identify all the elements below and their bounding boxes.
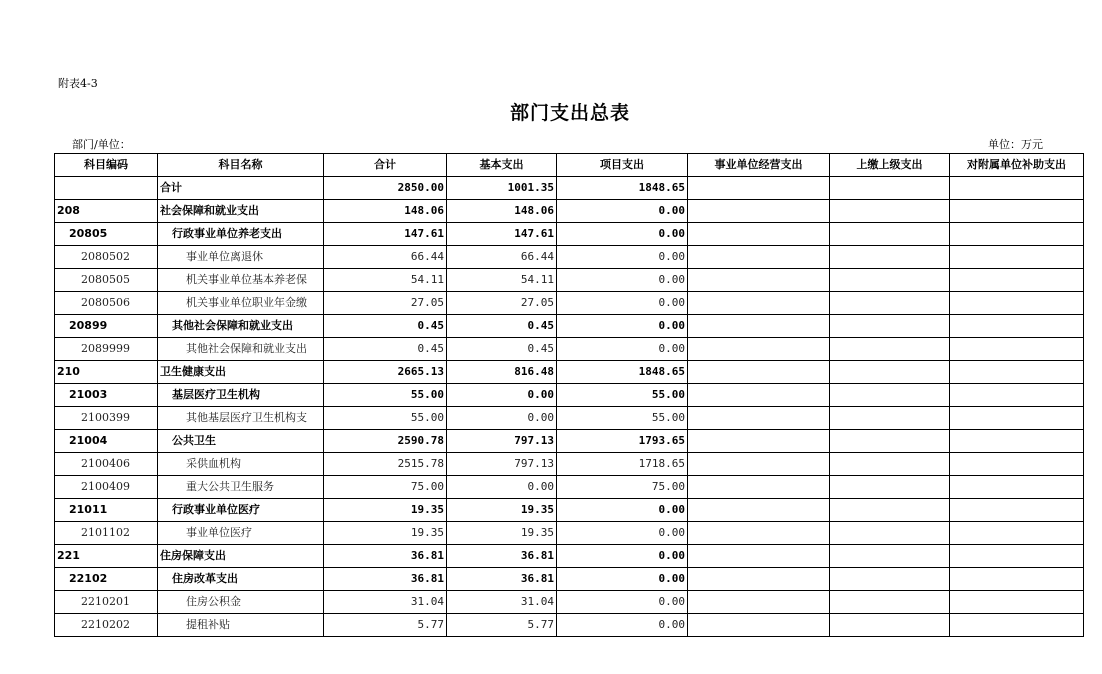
cell-code: 21004 — [55, 430, 158, 453]
cell-total: 2665.13 — [324, 361, 447, 384]
header-upper: 上缴上级支出 — [830, 154, 950, 177]
table-row — [55, 177, 1084, 200]
cell-subsidy — [950, 292, 1084, 315]
cell-total: 5.77 — [324, 614, 447, 637]
cell-business — [688, 177, 830, 200]
cell-upper — [830, 568, 950, 591]
cell-business — [688, 292, 830, 315]
cell-project: 55.00 — [557, 384, 688, 407]
cell-total: 55.00 — [324, 407, 447, 430]
cell-total: 147.61 — [324, 223, 447, 246]
cell-business — [688, 476, 830, 499]
cell-name: 住房公积金 — [158, 591, 324, 614]
cell-business — [688, 384, 830, 407]
page-title: 部门支出总表 — [509, 102, 630, 124]
cell-upper — [830, 407, 950, 430]
table-row — [55, 246, 1084, 269]
cell-upper — [830, 614, 950, 637]
cell-upper — [830, 292, 950, 315]
table-row — [55, 200, 1084, 223]
cell-subsidy — [950, 269, 1084, 292]
cell-total: 0.45 — [324, 315, 447, 338]
cell-code: 21003 — [55, 384, 158, 407]
unit-label: 单位：万元 — [988, 138, 1043, 151]
cell-code: 21011 — [55, 499, 158, 522]
cell-subsidy — [950, 361, 1084, 384]
cell-project: 1848.65 — [557, 361, 688, 384]
cell-code: 2210201 — [55, 591, 158, 614]
cell-basic: 816.48 — [447, 361, 557, 384]
cell-total: 19.35 — [324, 499, 447, 522]
cell-total: 27.05 — [324, 292, 447, 315]
cell-project: 1793.65 — [557, 430, 688, 453]
cell-subsidy — [950, 384, 1084, 407]
cell-business — [688, 338, 830, 361]
cell-basic: 36.81 — [447, 545, 557, 568]
cell-code: 221 — [55, 545, 158, 568]
cell-upper — [830, 499, 950, 522]
cell-name: 卫生健康支出 — [158, 361, 324, 384]
cell-business — [688, 269, 830, 292]
cell-basic: 797.13 — [447, 453, 557, 476]
cell-business — [688, 407, 830, 430]
cell-business — [688, 614, 830, 637]
table-row — [55, 338, 1084, 361]
header-basic: 基本支出 — [447, 154, 557, 177]
cell-upper — [830, 453, 950, 476]
cell-business — [688, 246, 830, 269]
table-row — [55, 545, 1084, 568]
cell-name: 事业单位医疗 — [158, 522, 324, 545]
cell-basic: 148.06 — [447, 200, 557, 223]
cell-subsidy — [950, 407, 1084, 430]
table-row — [55, 361, 1084, 384]
cell-name: 提租补贴 — [158, 614, 324, 637]
cell-total: 148.06 — [324, 200, 447, 223]
cell-basic: 147.61 — [447, 223, 557, 246]
cell-project: 55.00 — [557, 407, 688, 430]
table-row — [55, 476, 1084, 499]
expenditure-table — [54, 153, 1084, 637]
cell-business — [688, 568, 830, 591]
cell-subsidy — [950, 591, 1084, 614]
cell-basic: 31.04 — [447, 591, 557, 614]
cell-subsidy — [950, 430, 1084, 453]
department-label: 部门/单位： — [72, 138, 131, 151]
cell-name: 合计 — [158, 177, 324, 200]
cell-name: 其他基层医疗卫生机构支 — [158, 407, 324, 430]
header-business: 事业单位经营支出 — [688, 154, 830, 177]
cell-code: 208 — [55, 200, 158, 223]
cell-project: 1848.65 — [557, 177, 688, 200]
cell-project: 0.00 — [557, 522, 688, 545]
cell-basic: 0.00 — [447, 384, 557, 407]
cell-basic: 36.81 — [447, 568, 557, 591]
cell-name: 行政事业单位医疗 — [158, 499, 324, 522]
header-total: 合计 — [324, 154, 447, 177]
cell-total: 36.81 — [324, 568, 447, 591]
cell-upper — [830, 430, 950, 453]
table-row — [55, 522, 1084, 545]
cell-code: 20899 — [55, 315, 158, 338]
cell-business — [688, 522, 830, 545]
cell-business — [688, 315, 830, 338]
cell-project: 0.00 — [557, 591, 688, 614]
cell-name: 采供血机构 — [158, 453, 324, 476]
cell-subsidy — [950, 499, 1084, 522]
table-row — [55, 292, 1084, 315]
cell-total: 2515.78 — [324, 453, 447, 476]
cell-basic: 0.45 — [447, 315, 557, 338]
appendix-label: 附表4-3 — [58, 77, 98, 90]
cell-business — [688, 223, 830, 246]
header-project: 项目支出 — [557, 154, 688, 177]
table-row — [55, 407, 1084, 430]
cell-business — [688, 591, 830, 614]
cell-subsidy — [950, 315, 1084, 338]
cell-code: 2100409 — [55, 476, 158, 499]
cell-name: 住房保障支出 — [158, 545, 324, 568]
header-subsidy: 对附属单位补助支出 — [950, 154, 1084, 177]
cell-basic: 1001.35 — [447, 177, 557, 200]
cell-total: 0.45 — [324, 338, 447, 361]
cell-basic: 66.44 — [447, 246, 557, 269]
cell-total: 75.00 — [324, 476, 447, 499]
cell-project: 0.00 — [557, 499, 688, 522]
cell-project: 0.00 — [557, 545, 688, 568]
cell-subsidy — [950, 545, 1084, 568]
cell-basic: 5.77 — [447, 614, 557, 637]
cell-upper — [830, 476, 950, 499]
cell-basic: 797.13 — [447, 430, 557, 453]
cell-project: 0.00 — [557, 614, 688, 637]
table-row — [55, 223, 1084, 246]
cell-total: 66.44 — [324, 246, 447, 269]
cell-upper — [830, 338, 950, 361]
cell-basic: 0.45 — [447, 338, 557, 361]
cell-code: 2089999 — [55, 338, 158, 361]
cell-code: 2101102 — [55, 522, 158, 545]
cell-subsidy — [950, 522, 1084, 545]
cell-total: 31.04 — [324, 591, 447, 614]
cell-name: 事业单位离退休 — [158, 246, 324, 269]
cell-name: 行政事业单位养老支出 — [158, 223, 324, 246]
cell-upper — [830, 269, 950, 292]
cell-total: 55.00 — [324, 384, 447, 407]
table-row — [55, 315, 1084, 338]
cell-subsidy — [950, 453, 1084, 476]
cell-project: 0.00 — [557, 269, 688, 292]
cell-name: 公共卫生 — [158, 430, 324, 453]
cell-total: 2850.00 — [324, 177, 447, 200]
cell-upper — [830, 223, 950, 246]
cell-total: 54.11 — [324, 269, 447, 292]
cell-business — [688, 453, 830, 476]
cell-subsidy — [950, 200, 1084, 223]
cell-subsidy — [950, 476, 1084, 499]
table-row — [55, 430, 1084, 453]
cell-name: 基层医疗卫生机构 — [158, 384, 324, 407]
cell-project: 0.00 — [557, 246, 688, 269]
cell-name: 社会保障和就业支出 — [158, 200, 324, 223]
cell-total: 19.35 — [324, 522, 447, 545]
table-row — [55, 453, 1084, 476]
cell-total: 2590.78 — [324, 430, 447, 453]
cell-code: 22102 — [55, 568, 158, 591]
cell-code: 2080505 — [55, 269, 158, 292]
cell-basic: 54.11 — [447, 269, 557, 292]
cell-subsidy — [950, 246, 1084, 269]
cell-project: 0.00 — [557, 568, 688, 591]
cell-business — [688, 430, 830, 453]
cell-code: 2080502 — [55, 246, 158, 269]
table-row — [55, 499, 1084, 522]
cell-upper — [830, 545, 950, 568]
table-header-row — [55, 154, 1084, 177]
cell-code: 2210202 — [55, 614, 158, 637]
table-row — [55, 568, 1084, 591]
cell-code: 2080506 — [55, 292, 158, 315]
cell-basic: 27.05 — [447, 292, 557, 315]
cell-business — [688, 499, 830, 522]
cell-upper — [830, 361, 950, 384]
table-body — [55, 177, 1084, 637]
cell-business — [688, 361, 830, 384]
cell-project: 1718.65 — [557, 453, 688, 476]
cell-name: 其他社会保障和就业支出 — [158, 338, 324, 361]
cell-project: 75.00 — [557, 476, 688, 499]
cell-upper — [830, 522, 950, 545]
cell-project: 0.00 — [557, 223, 688, 246]
table-row — [55, 384, 1084, 407]
table-row — [55, 591, 1084, 614]
header-name: 科目名称 — [158, 154, 324, 177]
cell-basic: 0.00 — [447, 407, 557, 430]
table-row — [55, 269, 1084, 292]
cell-subsidy — [950, 177, 1084, 200]
cell-name: 重大公共卫生服务 — [158, 476, 324, 499]
cell-name: 机关事业单位职业年金缴 — [158, 292, 324, 315]
cell-code: 210 — [55, 361, 158, 384]
cell-subsidy — [950, 223, 1084, 246]
cell-business — [688, 545, 830, 568]
cell-code — [55, 177, 158, 200]
cell-business — [688, 200, 830, 223]
cell-upper — [830, 315, 950, 338]
cell-basic: 19.35 — [447, 522, 557, 545]
cell-total: 36.81 — [324, 545, 447, 568]
header-code: 科目编码 — [55, 154, 158, 177]
cell-name: 机关事业单位基本养老保 — [158, 269, 324, 292]
cell-code: 2100406 — [55, 453, 158, 476]
cell-project: 0.00 — [557, 200, 688, 223]
cell-code: 2100399 — [55, 407, 158, 430]
cell-subsidy — [950, 614, 1084, 637]
cell-upper — [830, 200, 950, 223]
cell-upper — [830, 246, 950, 269]
cell-project: 0.00 — [557, 292, 688, 315]
cell-project: 0.00 — [557, 338, 688, 361]
cell-basic: 0.00 — [447, 476, 557, 499]
cell-upper — [830, 177, 950, 200]
cell-subsidy — [950, 568, 1084, 591]
cell-code: 20805 — [55, 223, 158, 246]
cell-basic: 19.35 — [447, 499, 557, 522]
table-row — [55, 614, 1084, 637]
cell-upper — [830, 384, 950, 407]
cell-subsidy — [950, 338, 1084, 361]
cell-upper — [830, 591, 950, 614]
cell-name: 住房改革支出 — [158, 568, 324, 591]
cell-project: 0.00 — [557, 315, 688, 338]
cell-name: 其他社会保障和就业支出 — [158, 315, 324, 338]
